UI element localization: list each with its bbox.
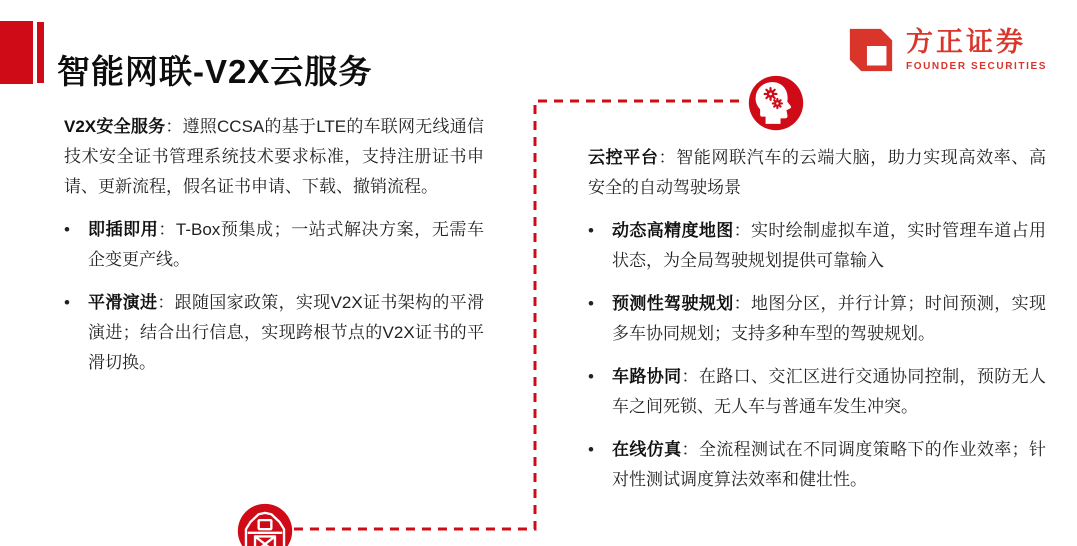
logo-text (906, 28, 1047, 71)
bullet-item (588, 435, 1046, 495)
left-intro-label: V2X安全服务 (64, 117, 166, 136)
logo-name-en: FOUNDER SECURITIES (906, 60, 1048, 72)
bullet-text: ：全流程测试在不同调度策略下的作业效率；针对性测试调度算法效率和健壮性。 (612, 440, 1046, 489)
bullet-item (64, 215, 484, 275)
bullet-marker: • (588, 440, 594, 459)
barn-icon (236, 502, 294, 546)
bullet-body (88, 215, 484, 275)
bullet-label: 动态高精度地图 (612, 221, 734, 240)
right-intro-label: 云控平台 (588, 148, 659, 167)
left-intro-paragraph (64, 112, 484, 202)
bullet-body (612, 289, 1046, 349)
bullet-label: 预测性驾驶规划 (612, 294, 734, 313)
bullet-label: 即插即用 (88, 220, 159, 239)
bullet-text: ：在路口、交汇区进行交通协同控制，预防无人车之间死锁、无人车与普通车发生冲突。 (612, 367, 1046, 416)
bullet-body (88, 288, 484, 378)
bullet-item (588, 216, 1046, 276)
bullet-text: ：跟随国家政策，实现V2X证书架构的平滑演进；结合出行信息，实现跨根节点的V2X证书的平滑切换。 (88, 293, 484, 372)
bullet-item (64, 288, 484, 378)
bullet-text: ：实时绘制虚拟车道，实时管理车道占用状态，为全局驾驶规划提供可靠输入 (612, 221, 1046, 270)
bullet-marker: • (588, 221, 594, 240)
bullet-marker: • (588, 294, 594, 313)
bullet-body (612, 216, 1046, 276)
right-column (588, 143, 1046, 495)
bullet-item (588, 362, 1046, 422)
page-title: 智能网联-V2X云服务 (57, 53, 373, 91)
right-intro-paragraph (588, 143, 1046, 203)
header-accent-square (0, 21, 33, 84)
cube-logo-icon (845, 24, 897, 76)
bullet-text: ：地图分区，并行计算；时间预测，实现多车协同规划；支持多种车型的驾驶规划。 (612, 294, 1046, 343)
bullet-body (612, 362, 1046, 422)
left-bullet-list (64, 215, 484, 378)
bullet-label: 在线仿真 (612, 440, 682, 459)
head-gears-icon (747, 74, 805, 132)
left-intro-text: ：遵照CCSA的基于LTE的车联网无线通信技术安全证书管理系统技术要求标准，支持注册证书申请、更新流程，假名证书申请、下载、撤销流程。 (64, 117, 484, 196)
right-bullet-list (588, 216, 1046, 495)
bullet-marker: • (64, 293, 70, 312)
bullet-label: 车路协同 (612, 367, 682, 386)
header-accent-bar (37, 22, 44, 83)
logo-name-cn: 方正证券 (906, 27, 1026, 58)
bullet-marker: • (588, 367, 594, 386)
left-column (64, 112, 484, 378)
founder-securities-logo (845, 24, 1047, 76)
bullet-item (588, 289, 1046, 349)
right-intro-text: ：智能网联汽车的云端大脑，助力实现高效率、高安全的自动驾驶场景 (588, 148, 1047, 197)
bullet-marker: • (64, 220, 70, 239)
bullet-text: ：T-Box预集成；一站式解决方案，无需车企变更产线。 (88, 220, 485, 269)
bullet-body (612, 435, 1046, 495)
bullet-label: 平滑演进 (88, 293, 158, 312)
